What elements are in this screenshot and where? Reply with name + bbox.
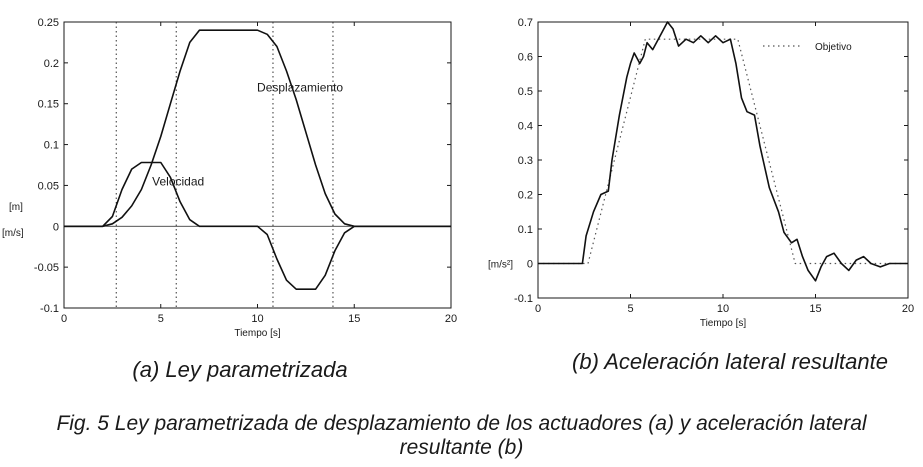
y-tick-label: 0 [526,258,533,271]
y-tick-label: 0.15 [37,98,59,111]
x-tick-label: 10 [716,303,730,315]
y-tick-label: -0.1 [40,303,59,315]
x-axis-label: Tiempo [s] [699,318,747,329]
x-tick-label: 15 [809,303,822,315]
y-tick-label: 0 [52,221,59,234]
chart-a-displacement-velocity [2,17,457,339]
y-axis-label-mps: [m/s] [2,228,24,240]
legend-label-objetivo: Objetivo [815,42,852,53]
caption-a: (a) Ley parametrizada [132,357,348,382]
y-tick-label: 0.5 [517,86,533,98]
plot-frame [538,22,908,298]
x-tick-label: 20 [901,303,915,315]
series-line-objetivo [538,39,908,263]
x-tick-label: 20 [444,313,458,325]
annotation-desplazamiento: Desplazamiento [257,80,344,95]
y-tick-label: 0.4 [517,120,533,133]
y-tick-label: -0.1 [514,293,533,305]
x-tick-label: 15 [348,313,361,325]
series-line-desplazamiento [64,30,451,226]
plot-frame [64,22,451,308]
x-tick-label: 10 [251,313,264,325]
x-tick-label: 5 [157,313,164,325]
figure-caption: Fig. 5 Ley parametrizada de desplazamiento de los actuadores (a) y aceleración lateral resultante (b) [56,412,867,459]
x-axis-label: Tiempo [s] [234,328,281,339]
y-axis-label: [m/s²] [488,259,513,271]
chart-b-lateral-acceleration [488,17,914,329]
y-tick-label: 0.2 [517,189,533,202]
y-axis-label-m: [m] [9,201,23,213]
x-tick-label: 0 [60,313,68,325]
y-tick-label: 0.05 [37,180,59,193]
caption-b: (b) Aceleración lateral resultante [572,349,888,374]
y-tick-label: 0.1 [517,224,533,236]
y-tick-label: 0.25 [37,17,59,29]
y-tick-label: 0.3 [517,155,533,167]
y-tick-label: 0.2 [43,57,59,70]
x-tick-label: 0 [534,303,542,315]
y-tick-label: -0.05 [33,262,59,275]
series-line-resultante [538,22,908,281]
y-tick-label: 0.6 [517,51,533,64]
y-tick-label: 0.1 [43,139,59,152]
annotation-velocidad: Velocidad [152,174,205,189]
y-tick-label: 0.7 [517,17,533,29]
series-line-velocidad [64,163,451,290]
x-tick-label: 5 [627,303,634,315]
